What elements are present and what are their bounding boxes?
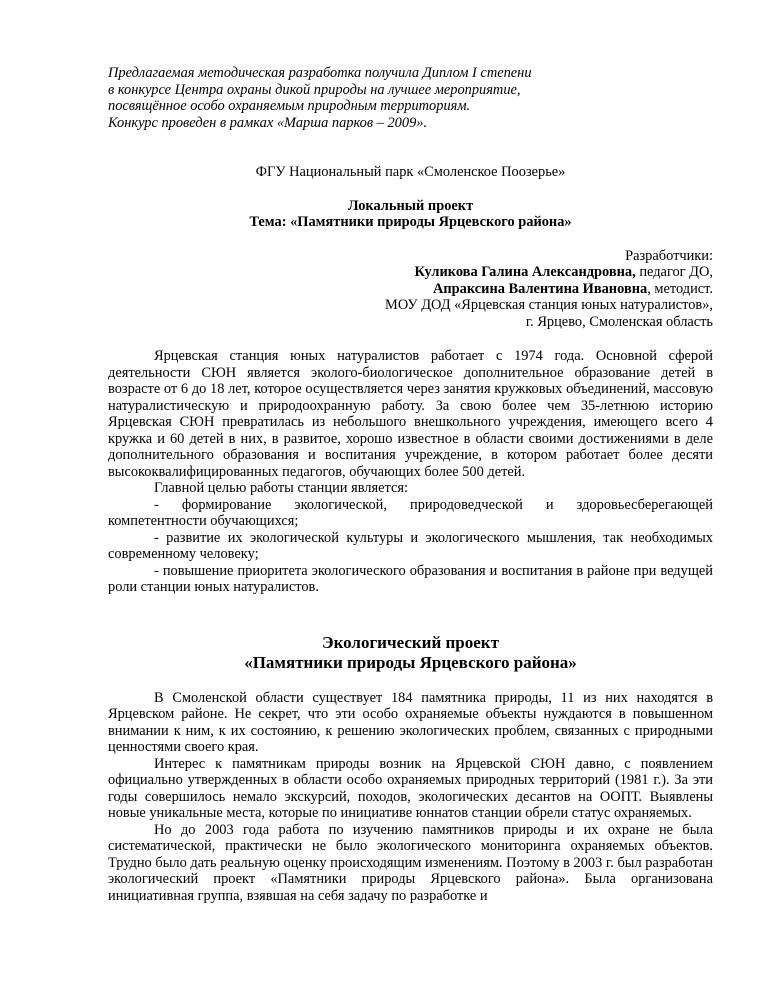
developers-block xyxy=(108,248,713,331)
goal-item: - повышение приоритета экологического образования и воспитания в районе при ведущей роли станции юных натуралистов. xyxy=(108,562,713,595)
city: г. Ярцево, Смоленская область xyxy=(525,313,713,330)
eco-project-body xyxy=(108,690,713,905)
award-note-line: Предлагаемая методическая разработка получила Диплом I степени xyxy=(108,65,532,81)
developers-label: Разработчики: xyxy=(625,247,713,264)
award-note-line: Конкурс проведен в рамках «Марша парков – 2009». xyxy=(108,114,428,131)
goal-item: - формирование экологической, природоведческой и здоровьесберегающей компетентности обучающихся; xyxy=(108,496,713,529)
local-project-theme: Тема: «Памятники природы Ярцевского района» xyxy=(249,214,572,230)
award-note xyxy=(108,65,713,131)
local-project-label: Локальный проект xyxy=(347,197,474,214)
eco-paragraph: Интерес к памятникам природы возник на Ярцевской СЮН давно, с появлением официально утвержденных в области особо охраняемых природных территорий (1981 г.). За эти годы совершилось немало экскурсий, походов, экологических десантов на ООПТ. Выявлены новые уникальные места, которые по инициативе юннатов станции обрели статус охраняемых. xyxy=(108,755,713,821)
eco-project-title-line1: Экологический проект xyxy=(322,632,499,652)
award-note-line: в конкурсе Центра охраны дикой природы на лучшее мероприятие, xyxy=(108,81,521,98)
developer-1-role: педагог ДО, xyxy=(635,264,713,280)
goal-item: - развитие их экологической культуры и экологического мышления, так необходимых современному человеку; xyxy=(108,529,713,562)
institution: МОУ ДОД «Ярцевская станция юных натуралистов», xyxy=(385,297,713,313)
developer-1-name: Куликова Галина Александровна, xyxy=(414,264,636,280)
document-page xyxy=(108,65,713,904)
developer-2-name: Апраксина Валентина Ивановна xyxy=(432,280,648,297)
local-project-header xyxy=(108,198,713,231)
eco-project-title-line2: «Памятники природы Ярцевского района» xyxy=(244,652,577,672)
intro-paragraph: Ярцевская станция юных натуралистов работает с 1974 года. Основной сферой деятельности СЮН является эколого-биологическое дополнительное образование детей в возрасте от 6 до 18 лет, которое осуществляется через занятия кружковых объединений, массовую натуралистическую и природоохранную работу. За свою более чем 35-летнюю историю Ярцевская СЮН превратилась из небольшого внешкольного учреждения, имеющего всего 4 кружка и 60 детей в них, в развитое, хорошо известное в области своими достижениями в деле дополнительного образования и воспитания учреждение, в котором работает более десяти высококвалифицированных педагогов, обучающих более 500 детей. xyxy=(108,348,713,480)
organization-name: ФГУ Национальный парк «Смоленское Поозерье» xyxy=(255,164,566,180)
award-note-line: посвящённое особо охраняемым природным территориям. xyxy=(108,98,471,114)
intro-section xyxy=(108,348,713,596)
developer-2 xyxy=(108,281,713,298)
eco-project-title xyxy=(108,633,713,673)
developer-2-role: , методист. xyxy=(647,280,713,297)
eco-paragraph: В Смоленской области существует 184 памятника природы, 11 из них находятся в Ярцевском районе. Не секрет, что эти особо охраняемые объекты нуждаются в повышенном внимании к ним, к их состоянию, к решению экологических проблем, связанных с природными ценностями своего края. xyxy=(108,689,713,755)
developer-1 xyxy=(108,264,713,281)
goal-intro: Главной целью работы станции является: xyxy=(154,480,408,496)
eco-paragraph: Но до 2003 года работа по изучению памятников природы и их охране не была систематической, практически не было экологического мониторинга охраняемых объектов. Трудно было дать реальную оценку происходящим изменениям. Поэтому в 2003 г. был разработан экологический проект «Памятники природы Ярцевского района». Была организована инициативная группа, взявшая на себя задачу по разработке и xyxy=(108,821,713,904)
